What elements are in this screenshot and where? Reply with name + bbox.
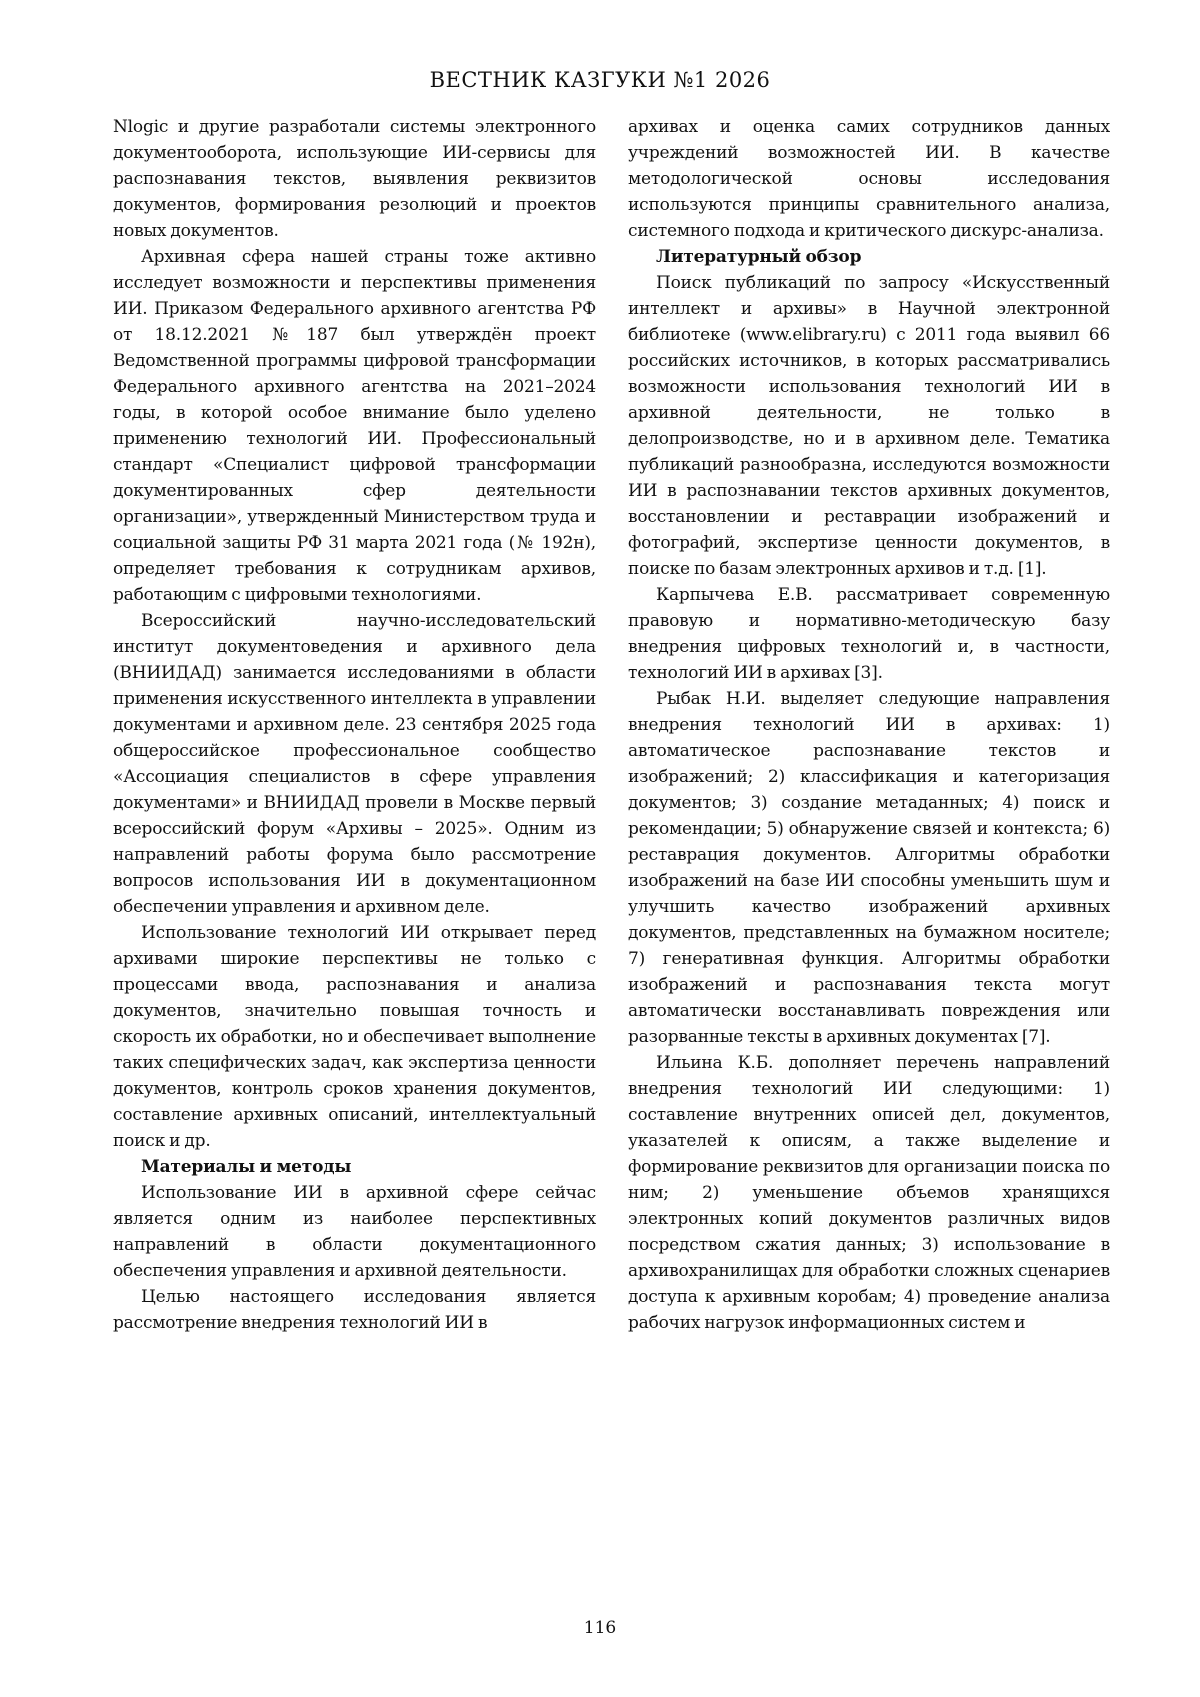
paragraph: архивах и оценка самих сотрудников данных учреждений возможностей ИИ. В качестве методологической основы исследования используются принципы сравнительного анализа, системного подхода и критического дискурс-анализа. [628,117,1110,241]
paragraph: Целью настоящего исследования является рассмотрение внедрения технологий ИИ в [113,1287,596,1333]
paragraph: Поиск публикаций по запросу «Искусственный интеллект и архивы» в Научной электронной библиотеке (www.elibrary.ru) с 2011 года выявил 66 российских источников, в которых рассматривались возможности использования технологий ИИ в архивной деятельности, не только в делопроизводстве, но и в архивном деле. Тематика публикаций разнообразна, исследуются возможности ИИ в распознавании текстов архивных документов, восстановлении и реставрации изображений и фотографий, экспертизе ценности документов, в поиске по базам электронных архивов и т.д. [1]. [628,273,1110,579]
paragraph: Всероссийский научно-исследовательский институт документоведения и архивного дела (ВНИИДАД) занимается исследованиями в области применения искусственного интеллекта в управлении документами и архивном деле. 23 сентября 2025 года общероссийское профессиональное сообщество «Ассоциация специалистов в сфере управления документами» и ВНИИДАД провели в Москве первый всероссийский форум «Архивы – 2025». Одним из направлений работы форума было рассмотрение вопросов использования ИИ в документационном обеспечении управления и архивном деле. [113,611,596,917]
section-heading-literature-review: Литературный обзор [656,247,862,267]
running-header: ВЕСТНИК КАЗГУКИ №1 2026 [429,68,771,92]
paragraph: Использование ИИ в архивной сфере сейчас является одним из наиболее перспективных направлений в области документационного обеспечения управления и архивной деятельности. [113,1183,596,1281]
paragraph: Nlogic и другие разработали системы электронного документооборота, использующие ИИ-сервисы для распознавания текстов, выявления реквизитов документов, формирования резолюций и проектов новых документов. [113,117,596,241]
section-heading-methods: Материалы и методы [141,1157,352,1177]
paragraph: Карпычева Е.В. рассматривает современную правовую и нормативно-методическую базу внедрения цифровых технологий и, в частности, технологий ИИ в архивах [3]. [628,585,1110,683]
paragraph: Рыбак Н.И. выделяет следующие направления внедрения технологий ИИ в архивах: 1) автоматическое распознавание текстов и изображений; 2) классификация и категоризация документов; 3) создание метаданных; 4) поиск и рекомендации; 5) обнаружение связей и контекста; 6) реставрация документов. Алгоритмы обработки изображений на базе ИИ способны уменьшить шум и улучшить качество изображений архивных документов, представленных на бумажном носителе; 7) генеративная функция. Алгоритмы обработки изображений и распознавания текста могут автоматически восстанавливать повреждения или разорванные тексты в архивных документах [7]. [628,689,1110,1047]
paragraph: Архивная сфера нашей страны тоже активно исследует возможности и перспективы применения ИИ. Приказом Федерального архивного агентства РФ от 18.12.2021 №187 был утверждён проект Ведомственной программы цифровой трансформации Федерального архивного агентства на 2021–2024 годы, в которой особое внимание было уделено применению технологий ИИ. Профессиональный стандарт «Специалист цифровой трансформации документированных сфер деятельности организации», утвержденный Министерством труда и социальной защиты РФ 31 марта 2021 года (№ 192н), определяет требования к сотрудникам архивов, работающим с цифровыми технологиями. [113,247,596,605]
paragraph: Использование технологий ИИ открывает перед архивами широкие перспективы не только с процессами ввода, распознавания и анализа документов, значительно повышая точность и скорость их обработки, но и обеспечивает выполнение таких специфических задач, как экспертиза ценности документов, контроль сроков хранения документов, составление архивных описаний, интеллектуальный поиск и др. [113,923,596,1151]
left-column [113,114,596,1594]
paragraph: Ильина К.Б. дополняет перечень направлений внедрения технологий ИИ следующими: 1) составление внутренних описей дел, документов, указателей к описям, а также выделение и формирование реквизитов для организации поиска по ним; 2) уменьшение объемов хранящихся электронных копий документов различных видов посредством сжатия данных; 3) использование в архивохранилищах для обработки сложных сценариев доступа к архивным коробам; 4) проведение анализа рабочих нагрузок информационных систем и [628,1053,1110,1333]
page-number: 116 [583,1618,617,1638]
right-column [628,114,1110,1594]
